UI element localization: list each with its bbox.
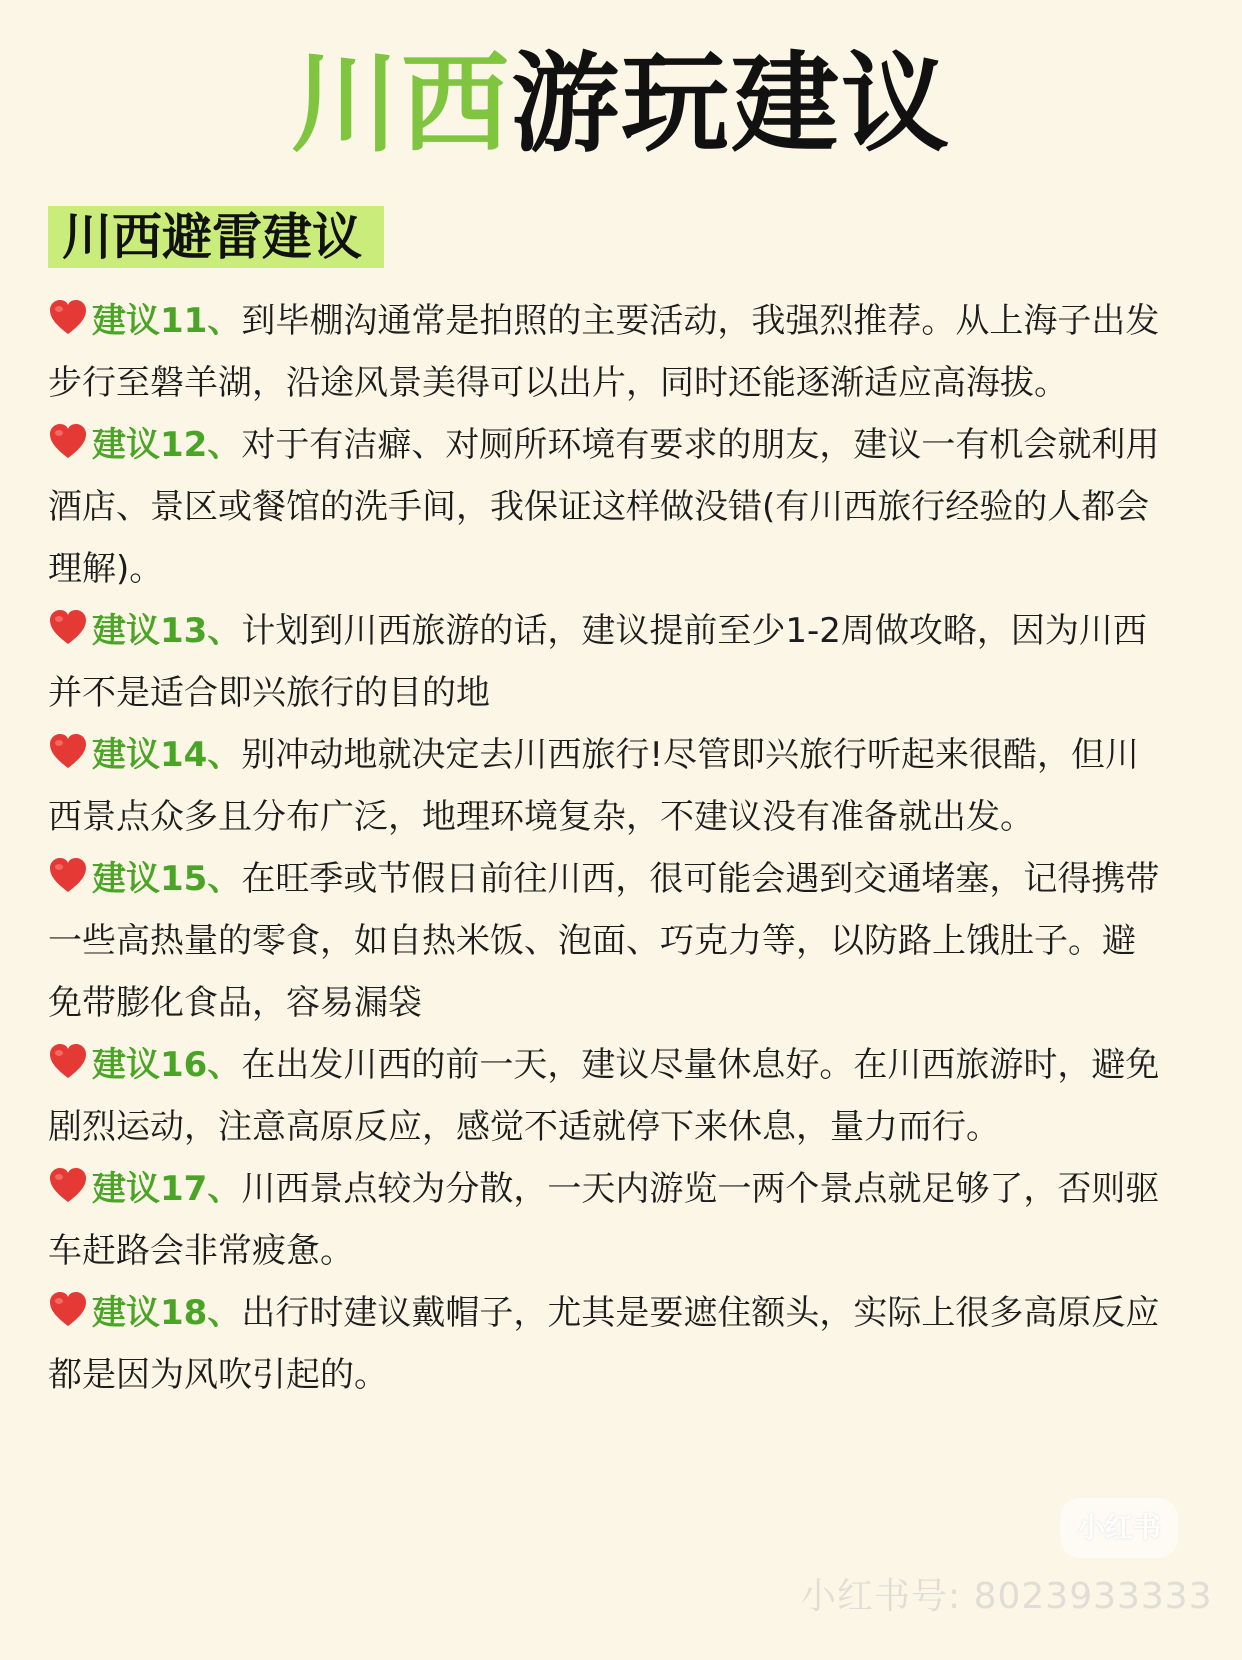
list-item <box>48 1034 1168 1158</box>
tip-text: 对于有洁癖、对厕所环境有要求的朋友，建议一有机会就利用酒店、景区或餐馆的洗手间，我保证这样做没错(有川西旅行经验的人都会理解)。 <box>48 425 1160 589</box>
tip-text: 计划到川西旅游的话，建议提前至少1-2周做攻略，因为川西并不是适合即兴旅行的目的地 <box>48 611 1147 713</box>
tip-text: 川西景点较为分散，一天内游览一两个景点就足够了，否则驱车赶路会非常疲惫。 <box>48 1169 1160 1271</box>
tip-text: 别冲动地就决定去川西旅行!尽管即兴旅行听起来很酷，但川西景点众多且分布广泛，地理环境复杂，不建议没有准备就出发。 <box>48 735 1139 837</box>
heart-icon <box>48 1042 88 1082</box>
list-item <box>48 1158 1168 1282</box>
tip-label: 建议18、 <box>92 1293 242 1333</box>
tip-label: 建议13、 <box>92 611 242 651</box>
title-rest: 游玩建议 <box>511 42 952 167</box>
tip-text: 在出发川西的前一天，建议尽量休息好。在川西旅游时，避免剧烈运动，注意高原反应，感觉不适就停下来休息，量力而行。 <box>48 1045 1160 1147</box>
heart-icon <box>48 1290 88 1330</box>
list-item <box>48 290 1168 414</box>
tip-text: 出行时建议戴帽子，尤其是要遮住额头，实际上很多高原反应都是因为风吹引起的。 <box>48 1293 1160 1395</box>
list-item <box>48 848 1168 1034</box>
heart-icon <box>48 422 88 462</box>
watermark-user-id: 小红书号: 8023933333 <box>800 1576 1213 1617</box>
list-item <box>48 414 1168 600</box>
tip-label: 建议15、 <box>92 859 242 899</box>
list-item <box>48 600 1168 724</box>
page-title <box>0 40 1242 170</box>
section-heading: 川西避雷建议 <box>48 206 384 268</box>
title-accent: 川西 <box>290 42 511 167</box>
tips-list <box>48 290 1168 1406</box>
tip-text: 到毕棚沟通常是拍照的主要活动，我强烈推荐。从上海子出发步行至磐羊湖，沿途风景美得可以出片，同时还能逐渐适应高海拔。 <box>48 301 1160 403</box>
heart-icon <box>48 1166 88 1206</box>
tip-label: 建议14、 <box>92 735 242 775</box>
list-item <box>48 724 1168 848</box>
heart-icon <box>48 856 88 896</box>
list-item <box>48 1282 1168 1406</box>
tip-text: 在旺季或节假日前往川西，很可能会遇到交通堵塞，记得携带一些高热量的零食，如自热米饭、泡面、巧克力等，以防路上饿肚子。避免带膨化食品，容易漏袋 <box>48 859 1160 1023</box>
tip-label: 建议17、 <box>92 1169 242 1209</box>
tip-label: 建议11、 <box>92 301 242 341</box>
tip-label: 建议12、 <box>92 425 242 465</box>
heart-icon <box>48 608 88 648</box>
tip-label: 建议16、 <box>92 1045 242 1085</box>
heart-icon <box>48 298 88 338</box>
watermark-logo: 小红书 <box>1060 1498 1178 1558</box>
heart-icon <box>48 732 88 772</box>
